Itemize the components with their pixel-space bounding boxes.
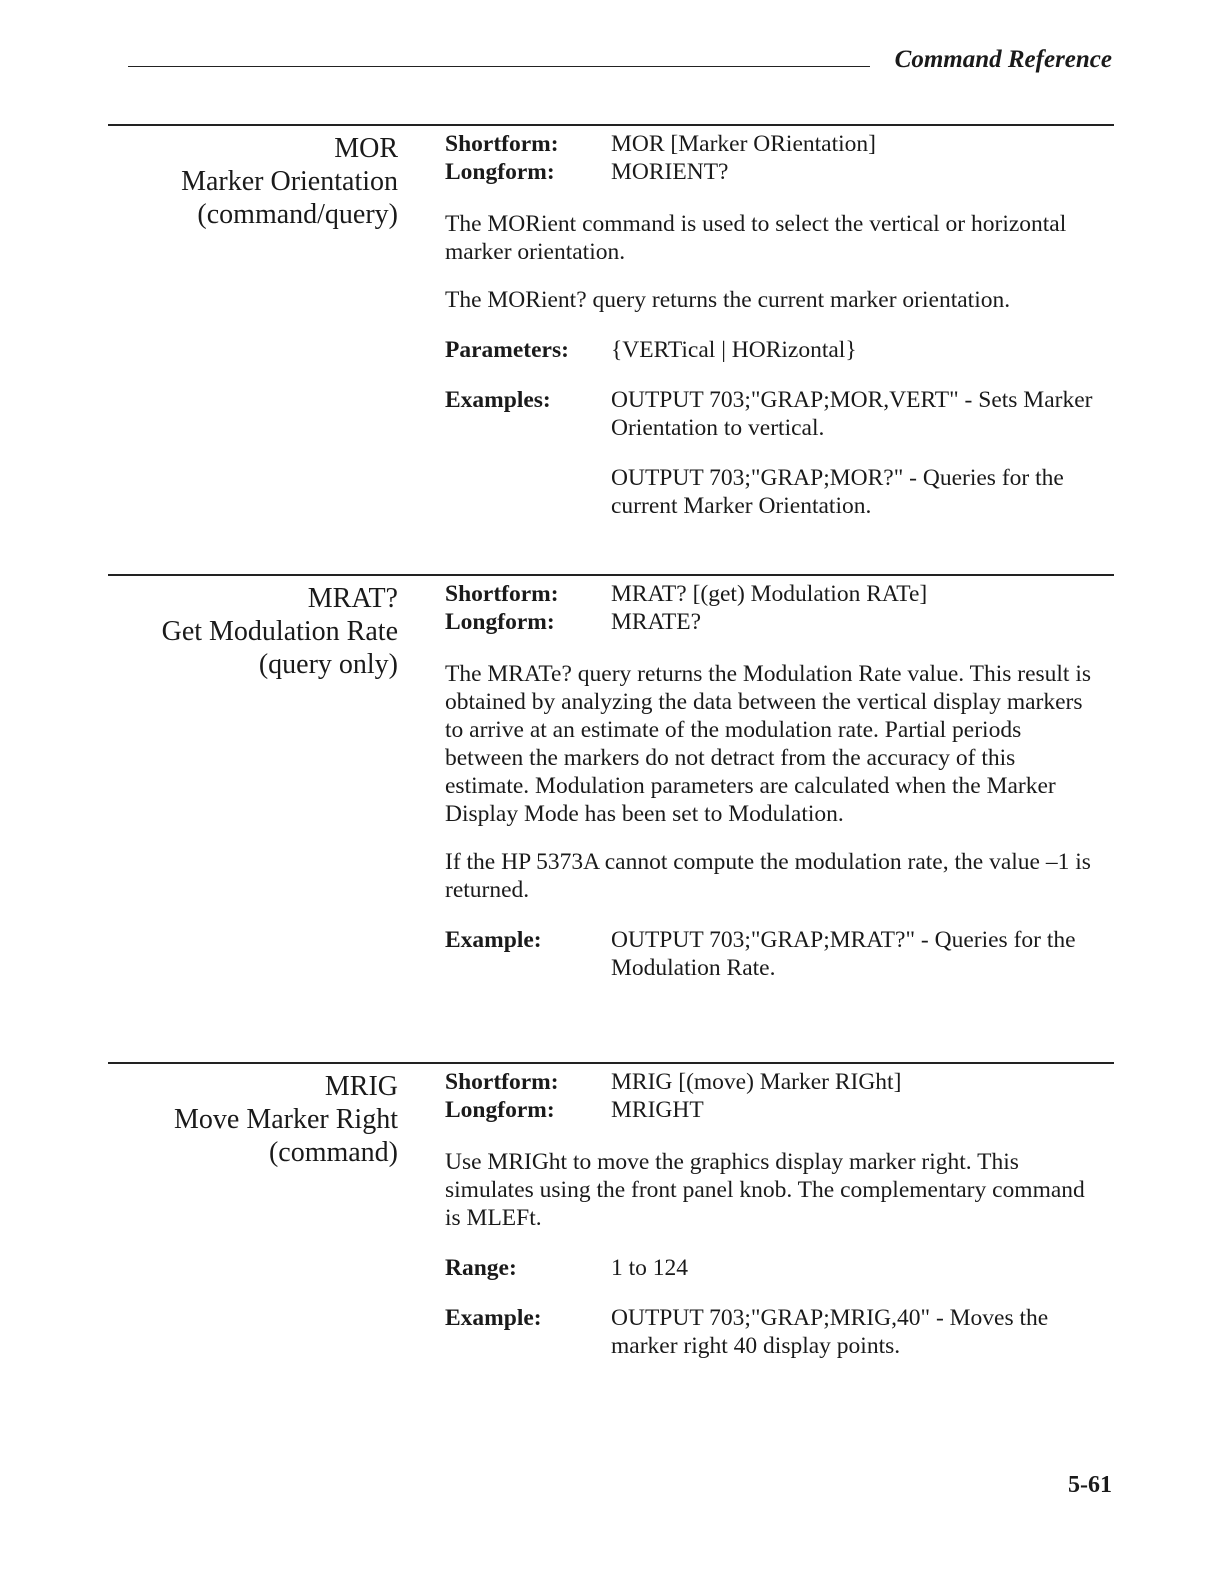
longform-row — [445, 608, 1105, 636]
section-mrat — [108, 574, 1114, 981]
longform-row — [445, 1096, 1105, 1124]
command-name: Get Modulation Rate — [161, 616, 398, 647]
section-mor — [108, 124, 1114, 519]
shortform-row — [445, 1068, 1105, 1096]
example-row — [445, 926, 1105, 982]
example-label: Example: — [445, 927, 542, 953]
longform-label: Longform: — [445, 159, 555, 185]
shortform-value: MRAT? [(get) Modulation RATe] — [611, 581, 928, 607]
range-row — [445, 1254, 1105, 1282]
description-paragraph: The MORient command is used to select the vertical or horizontal marker orientation. — [445, 211, 1067, 265]
example-text: OUTPUT 703;"GRAP;MOR?" - Queries for the current Marker Orientation. — [611, 465, 1064, 519]
command-mnemonic: MOR — [334, 133, 398, 164]
longform-value: MORIENT? — [611, 159, 729, 185]
range-label: Range: — [445, 1255, 517, 1281]
parameters-row — [445, 336, 1105, 364]
longform-row — [445, 158, 1105, 186]
example-text: OUTPUT 703;"GRAP;MOR,VERT" - Sets Marker Orientation to vertical. — [611, 387, 1093, 441]
command-name: Marker Orientation — [181, 166, 398, 197]
example-text: OUTPUT 703;"GRAP;MRIG,40" - Moves the marker right 40 display points. — [611, 1305, 1049, 1359]
section-heading — [108, 132, 398, 231]
description-paragraph: If the HP 5373A cannot compute the modulation rate, the value –1 is returned. — [445, 849, 1091, 903]
section-rule — [108, 1062, 1114, 1064]
description-paragraph: The MORient? query returns the current marker orientation. — [445, 287, 1011, 313]
section-body — [445, 130, 1105, 520]
longform-value: MRIGHT — [611, 1097, 704, 1123]
command-kind: (command/query) — [197, 199, 398, 230]
section-body — [445, 1068, 1105, 1360]
shortform-row — [445, 580, 1105, 608]
command-mnemonic: MRAT? — [307, 583, 398, 614]
parameters-label: Parameters: — [445, 337, 569, 363]
example-text: OUTPUT 703;"GRAP;MRAT?" - Queries for the Modulation Rate. — [611, 927, 1076, 981]
section-rule — [108, 124, 1114, 126]
section-body — [445, 580, 1105, 982]
section-heading — [108, 1070, 398, 1169]
command-name: Move Marker Right — [174, 1104, 398, 1135]
section-mrig — [108, 1062, 1114, 1359]
example-label: Example: — [445, 1305, 542, 1331]
command-kind: (command) — [268, 1137, 398, 1168]
shortform-value: MOR [Marker ORientation] — [611, 131, 876, 157]
running-header-title: Command Reference — [894, 46, 1112, 73]
shortform-label: Shortform: — [445, 581, 559, 607]
command-mnemonic: MRIG — [324, 1071, 398, 1102]
command-kind: (query only) — [258, 649, 398, 680]
section-rule — [108, 574, 1114, 576]
example-row — [445, 1304, 1105, 1360]
longform-label: Longform: — [445, 1097, 555, 1123]
description-paragraph: Use MRIGht to move the graphics display marker right. This simulates using the front panel knob. The complementary command is MLEFt. — [445, 1149, 1085, 1231]
description-paragraph: The MRATe? query returns the Modulation Rate value. This result is obtained by analyzing the data between the vertical display markers to arrive at an estimate of the modulation rate. Partial periods between the markers do not detract from the accuracy of this estimate. Modulation parameters are calculated when the Marker Display Mode has been set to Modulation. — [445, 661, 1091, 827]
section-heading — [108, 582, 398, 681]
longform-value: MRATE? — [611, 609, 702, 635]
shortform-label: Shortform: — [445, 1069, 559, 1095]
parameters-value: {VERTical | HORizontal} — [611, 337, 857, 363]
examples-row — [445, 386, 1105, 442]
longform-label: Longform: — [445, 609, 555, 635]
shortform-label: Shortform: — [445, 131, 559, 157]
header-rule — [128, 66, 870, 67]
page-number: 5-61 — [1068, 1472, 1112, 1498]
examples-label: Examples: — [445, 387, 551, 413]
range-value: 1 to 124 — [611, 1255, 689, 1281]
shortform-value: MRIG [(move) Marker RIGht] — [611, 1069, 902, 1095]
shortform-row — [445, 130, 1105, 158]
